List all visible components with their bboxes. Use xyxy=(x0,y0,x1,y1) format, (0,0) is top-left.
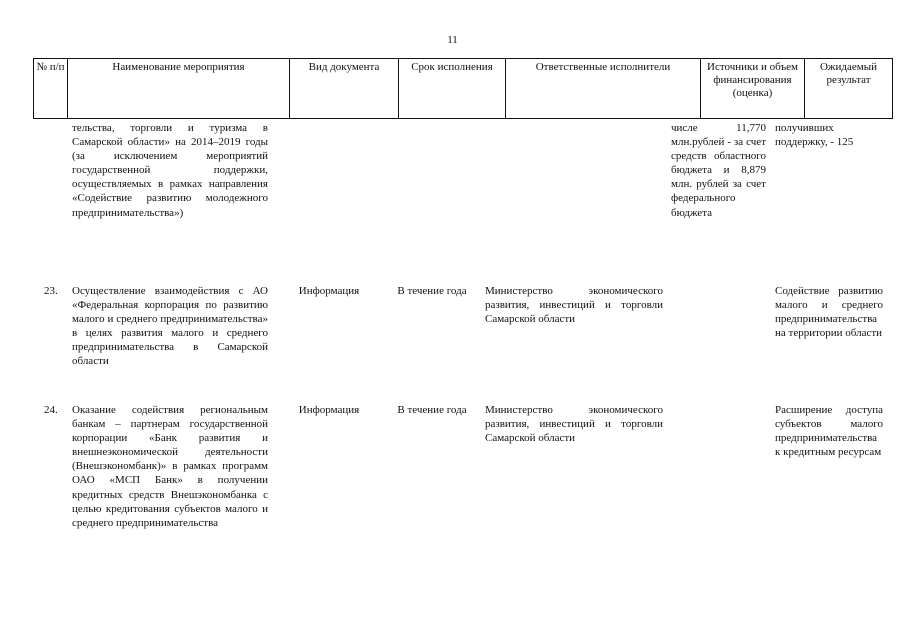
row-23-executors: Министерство экономического развития, инвестиций и торговли Самарской области xyxy=(485,285,663,326)
row-24-executors: Министерство экономического развития, инвестиций и торговли Самарской области xyxy=(485,404,663,445)
row-23-name: Осуществление взаимодействия с АО «Федеральная корпорация по развитию малого и среднего предпринимательства» в целях развития малого и среднего предпринимательства в Самарской области xyxy=(72,285,268,368)
header-name: Наименование мероприятия xyxy=(68,59,290,119)
row-24-doc: Информация xyxy=(298,404,360,416)
header-executors: Ответственные исполнители xyxy=(506,59,701,119)
table-header xyxy=(33,58,893,119)
row-24-term: В течение года xyxy=(397,404,467,416)
row-23-num: 23. xyxy=(44,285,58,297)
header-term: Срок исполнения xyxy=(399,59,506,119)
header-sources: Источники и объем финансирования (оценка) xyxy=(701,59,805,119)
header-result: Ожидаемый результат xyxy=(805,59,893,119)
row-24-name: Оказание содействия региональным банкам – партнерам государственной корпорации «Банк развития и внешнеэкономической деятельности (Внешэкономбанк)» в рамках программ ОАО «МСП Банк» в получении кредитных средств Внешэкономбанка с целью кредитования субъектов малого и среднего предпринимательства xyxy=(72,404,268,529)
row-23-result: Содействие развитию малого и среднего предпринимательства на территории области xyxy=(775,285,883,340)
header-doc: Вид документа xyxy=(290,59,399,119)
row-24-num: 24. xyxy=(44,404,58,416)
continuation-name: тельства, торговли и туризма в Самарской области» на 2014–2019 годы (за исключением мероприятий государственной поддержки, осуществляемых в рамках направления «Содействие развитию молодежного предпринимательства») xyxy=(72,122,268,219)
row-23-term: В течение года xyxy=(397,285,467,297)
row-24-result: Расширение доступа субъектов малого предпринимательства к кредитным ресурсам xyxy=(775,404,883,459)
header-num: № п/п xyxy=(34,59,68,119)
continuation-sources: числе 11,770 млн.рублей - за счет средств областного бюджета и 8,879 млн. рублей за счет федерального бюджета xyxy=(671,122,766,219)
continuation-result: получивших поддержку, - 125 xyxy=(775,122,854,149)
row-23-doc: Информация xyxy=(298,285,360,297)
page-number: 11 xyxy=(447,34,458,46)
